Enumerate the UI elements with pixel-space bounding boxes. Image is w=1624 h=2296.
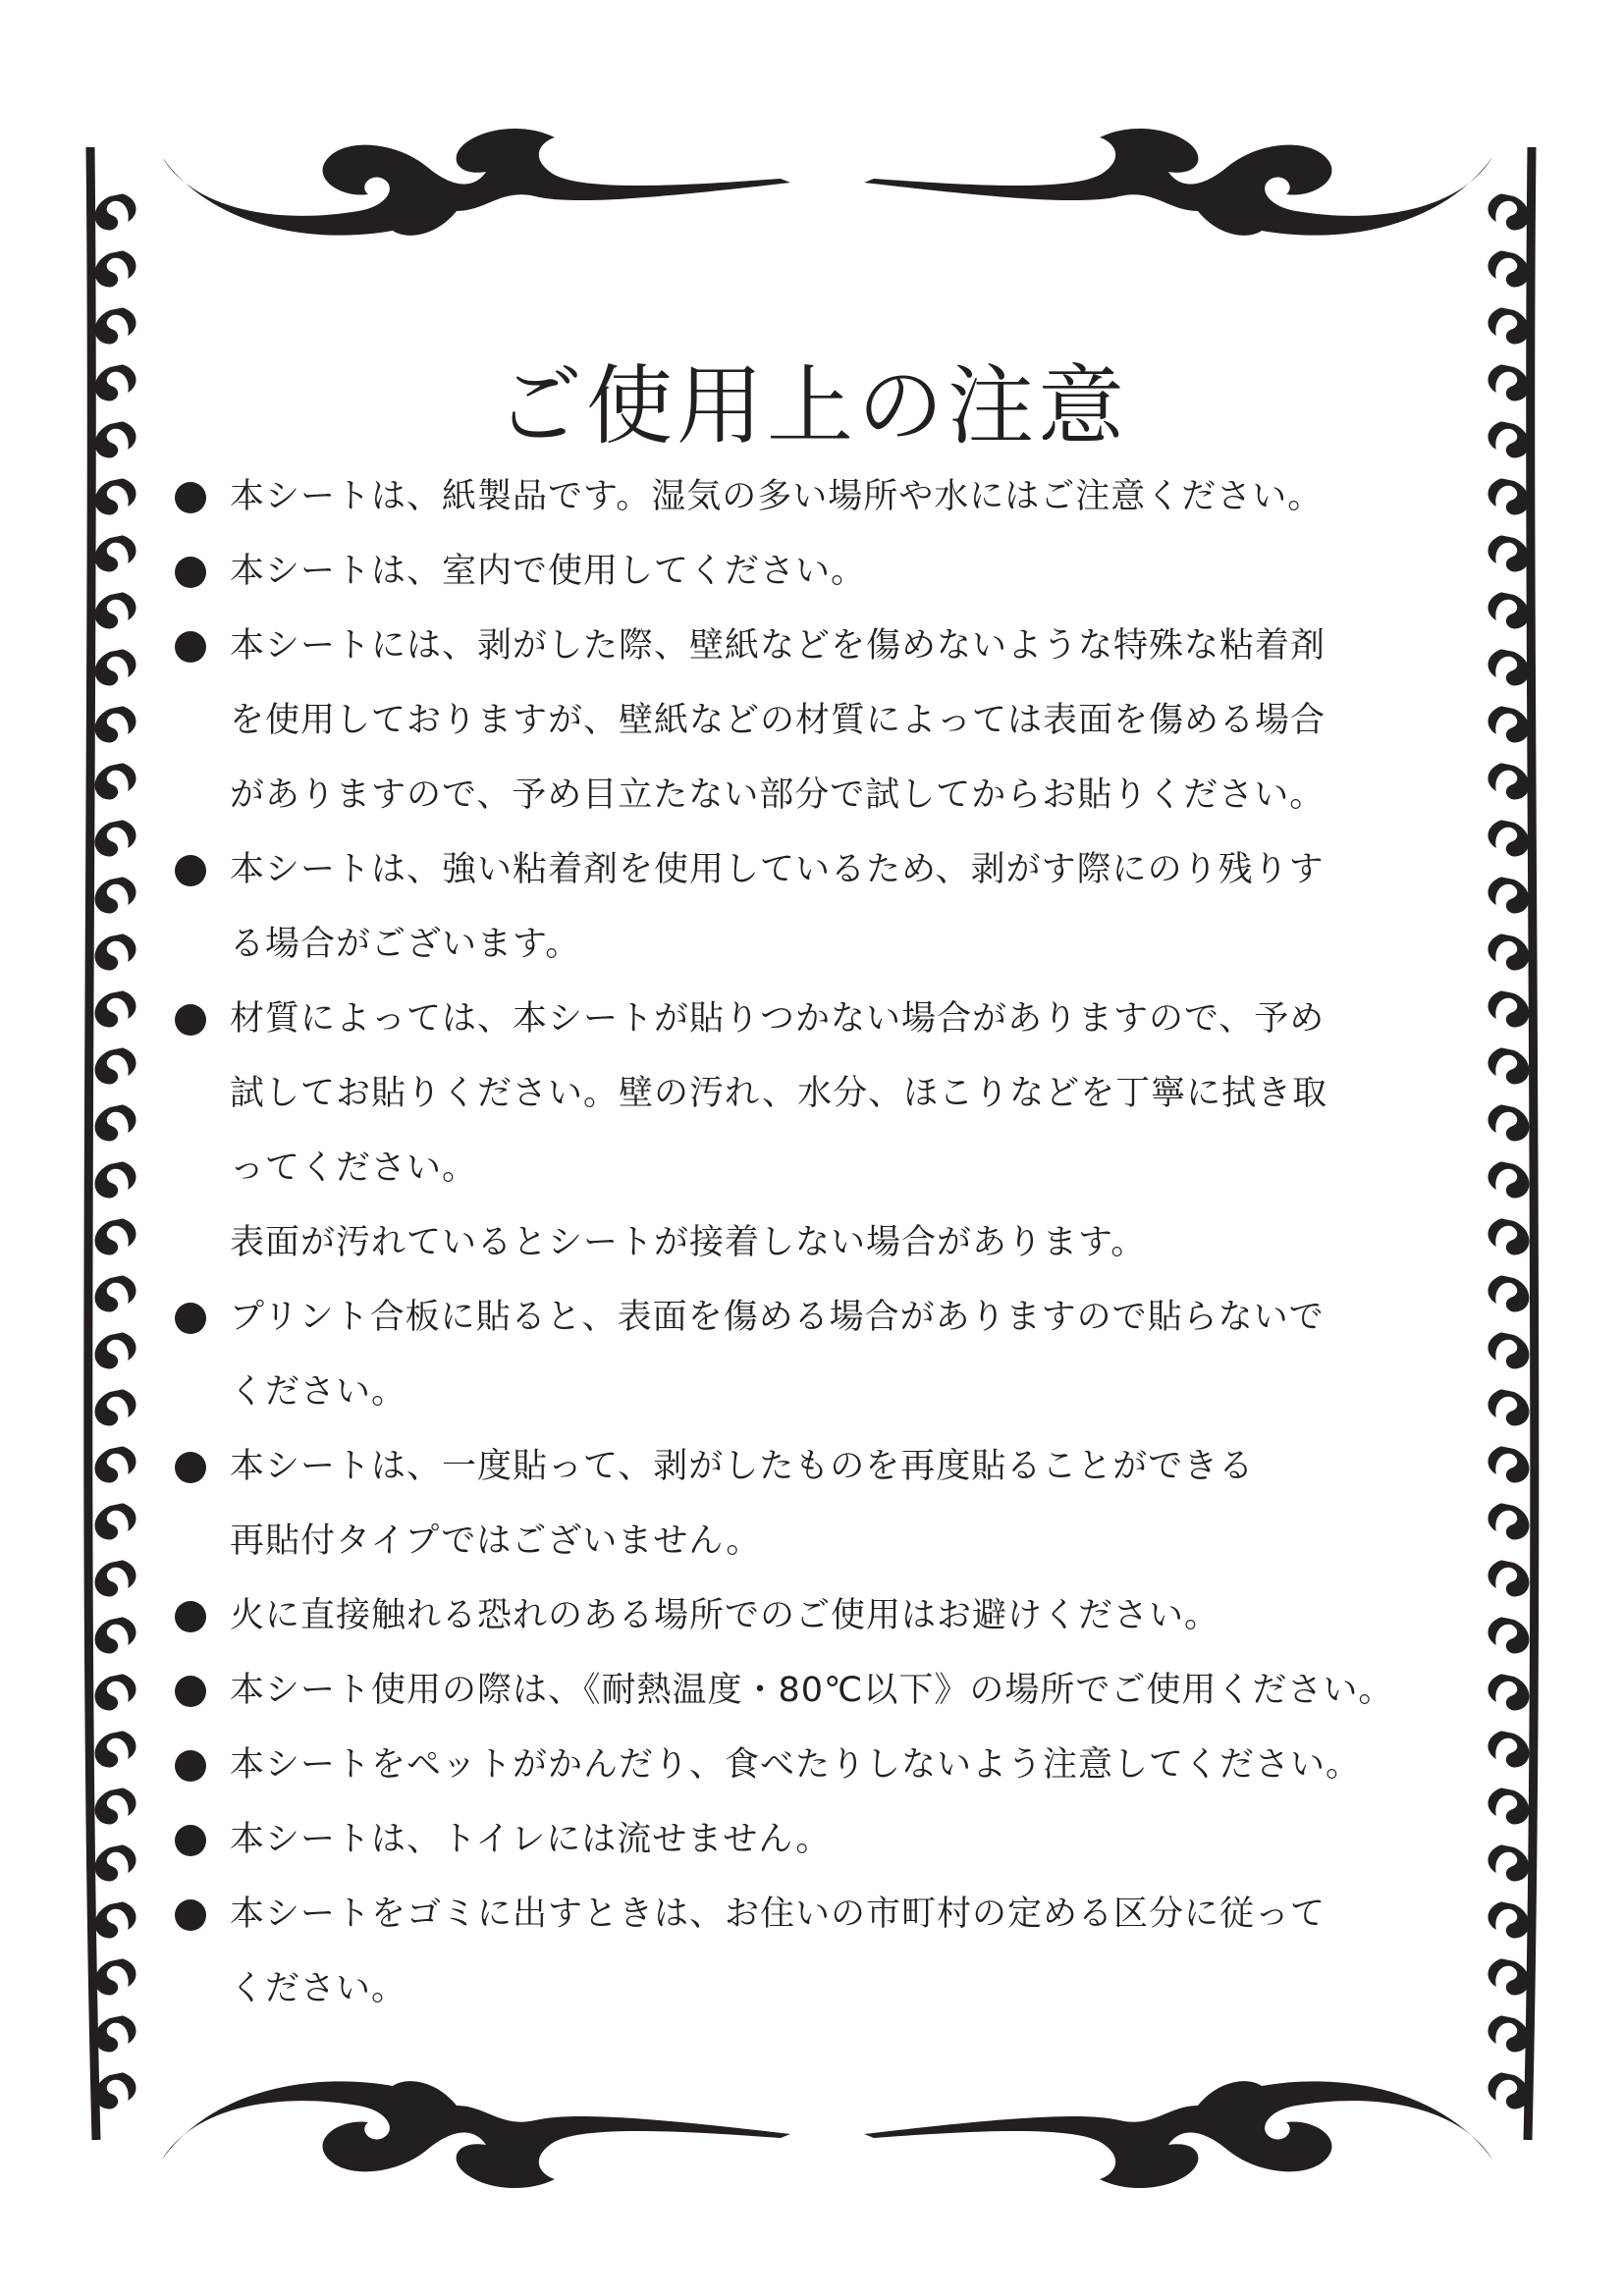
vine-curl-icon — [95, 307, 136, 344]
vine-curl-icon — [1488, 307, 1529, 344]
vine-curl-icon — [1488, 1161, 1529, 1198]
vine-curl-icon — [95, 1674, 136, 1710]
vine-curl-icon — [95, 820, 136, 856]
vine-curl-icon — [95, 934, 136, 970]
vine-curl-icon — [95, 877, 136, 913]
vine-curl-icon — [95, 250, 136, 287]
vine-curl-icon — [1488, 1788, 1529, 1824]
bullet-icon — [175, 482, 206, 513]
notice-text-line: 再貼付タイプではございません。 — [230, 1522, 762, 1561]
notice-text-line: 本シートをゴミに出すときは、お住いの市町村の定める区分に従って — [230, 1895, 1326, 1934]
vine-curl-icon — [95, 1218, 136, 1255]
vine-curl-icon — [95, 2015, 136, 2052]
notice-item — [175, 459, 1481, 534]
notice-text-line: る場合がございます。 — [230, 925, 581, 964]
vine-curl-icon — [1488, 1844, 1529, 1881]
vine-curl-icon — [1488, 877, 1529, 913]
vine-curl-icon — [1488, 193, 1529, 230]
vine-curl-icon — [1488, 1731, 1529, 1767]
notice-item — [175, 1802, 1481, 1877]
bottom-left-flourish — [162, 2081, 790, 2188]
vine-curl-icon — [95, 1332, 136, 1368]
notice-item — [175, 982, 1481, 1280]
notice-text-line: 本シートには、剥がした際、壁紙などを傷めないような特殊な粘着剤 — [230, 626, 1326, 666]
notice-item — [175, 534, 1481, 609]
vine-curl-icon — [1488, 1958, 1529, 1995]
bullet-icon — [175, 1825, 206, 1856]
bullet-icon — [175, 1676, 206, 1707]
vine-curl-icon — [1488, 1617, 1529, 1653]
notice-text-line: 本シートは、紙製品です。湿気の多い場所や水にはご注意ください。 — [230, 477, 1324, 516]
notice-text-line: 本シート使用の際は、《耐熱温度・80℃以下》の場所でご使用ください。 — [230, 1671, 1394, 1710]
vine-curl-icon — [95, 535, 136, 571]
vine-curl-icon — [95, 1104, 136, 1141]
notice-list — [175, 459, 1481, 2026]
notice-text-line: を使用しておりますが、壁紙などの材質によっては表面を傷める場合 — [230, 701, 1326, 740]
vine-curl-icon — [1488, 1275, 1529, 1311]
notice-text-line: 本シートは、室内で使用してください。 — [230, 552, 867, 591]
notice-text-line: 本シートは、強い粘着剤を使用しているため、剥がす際にのり残りす — [230, 850, 1325, 889]
vine-curl-icon — [1488, 478, 1529, 514]
vine-curl-icon — [1488, 1560, 1529, 1596]
notice-item — [175, 832, 1481, 982]
notice-text-line: 材質によっては、本シートが貼りつかない場合がありますので、予め — [230, 999, 1326, 1039]
vine-curl-icon — [1488, 934, 1529, 970]
top-left-flourish — [162, 129, 790, 236]
vine-curl-icon — [1488, 820, 1529, 856]
vine-curl-icon — [1488, 1446, 1529, 1482]
vine-curl-icon — [95, 763, 136, 799]
vine-curl-icon — [95, 1047, 136, 1084]
vine-curl-icon — [95, 592, 136, 628]
page-title: ご使用上の注意 — [495, 354, 1128, 456]
vine-curl-icon — [95, 193, 136, 230]
vine-curl-icon — [1488, 1389, 1529, 1425]
notice-item — [175, 1877, 1481, 2026]
vine-curl-icon — [95, 1958, 136, 1995]
notice-item — [175, 1578, 1481, 1653]
top-right-flourish — [864, 129, 1492, 236]
vine-curl-icon — [95, 478, 136, 514]
notice-item — [175, 1728, 1481, 1802]
bottom-right-flourish — [864, 2081, 1492, 2188]
vine-curl-icon — [1488, 2015, 1529, 2052]
vine-curl-icon — [95, 1389, 136, 1425]
notice-text-line: 試してお貼りください。壁の汚れ、水分、ほこりなどを丁寧に拭き取 — [230, 1074, 1328, 1113]
vine-curl-icon — [1488, 1047, 1529, 1084]
vine-curl-icon — [95, 1731, 136, 1767]
notice-text-line: ください。 — [230, 1372, 407, 1412]
vine-curl-icon — [1488, 535, 1529, 571]
bullet-icon — [175, 855, 206, 886]
vine-curl-icon — [1488, 250, 1529, 287]
notice-text-line: 表面が汚れているとシートが接着しない場合があります。 — [230, 1223, 1147, 1262]
vine-curl-icon — [95, 1788, 136, 1824]
notice-text-line: プリント合板に貼ると、表面を傷める場合がありますので貼らないで — [230, 1298, 1325, 1337]
notice-text-line: 本シートは、トイレには流せません。 — [230, 1820, 832, 1859]
notice-item — [175, 1280, 1481, 1429]
vine-curl-icon — [1488, 706, 1529, 742]
bullet-icon — [175, 631, 206, 663]
bullet-icon — [175, 1601, 206, 1632]
vine-curl-icon — [95, 1844, 136, 1881]
vine-curl-icon — [1488, 1218, 1529, 1255]
notice-text-line: ください。 — [230, 1969, 407, 2008]
bullet-icon — [175, 1004, 206, 1036]
bullet-icon — [175, 1750, 206, 1782]
vine-curl-icon — [95, 1617, 136, 1653]
vine-curl-icon — [95, 1275, 136, 1311]
notice-item — [175, 1429, 1481, 1578]
vine-curl-icon — [1488, 1674, 1529, 1710]
notice-text-line: 本シートは、一度貼って、剥がしたものを再度貼ることができる — [230, 1447, 1255, 1486]
vine-curl-icon — [95, 706, 136, 742]
left-vine-curls — [95, 193, 136, 2109]
vine-curl-icon — [95, 1161, 136, 1198]
notice-text-line: 本シートをペットがかんだり、食べたりしないよう注意してください。 — [230, 1745, 1362, 1785]
bullet-icon — [175, 1452, 206, 1483]
vine-curl-icon — [95, 1901, 136, 1938]
bullet-icon — [175, 557, 206, 588]
notice-text-line: ってください。 — [230, 1148, 478, 1188]
vine-curl-icon — [95, 990, 136, 1027]
bullet-icon — [175, 1899, 206, 1931]
vine-curl-icon — [1488, 1901, 1529, 1938]
bullet-icon — [175, 1303, 206, 1334]
vine-curl-icon — [1488, 763, 1529, 799]
vine-curl-icon — [95, 2072, 136, 2109]
vine-curl-icon — [1488, 592, 1529, 628]
right-vine-curls — [1488, 193, 1529, 2109]
vine-curl-icon — [95, 649, 136, 685]
notice-item — [175, 609, 1481, 832]
vine-curl-icon — [1488, 649, 1529, 685]
notice-text-line: がありますので、予め目立たない部分で試してからお貼りください。 — [230, 775, 1326, 815]
notice-item — [175, 1653, 1481, 1728]
vine-curl-icon — [1488, 2072, 1529, 2109]
vine-curl-icon — [1488, 990, 1529, 1027]
vine-curl-icon — [95, 1560, 136, 1596]
vine-curl-icon — [95, 1503, 136, 1539]
vine-curl-icon — [1488, 1332, 1529, 1368]
vine-curl-icon — [1488, 1104, 1529, 1141]
vine-curl-icon — [1488, 1503, 1529, 1539]
notice-text-line: 火に直接触れる恐れのある場所でのご使用はお避けください。 — [230, 1596, 1220, 1635]
vine-curl-icon — [95, 1446, 136, 1482]
